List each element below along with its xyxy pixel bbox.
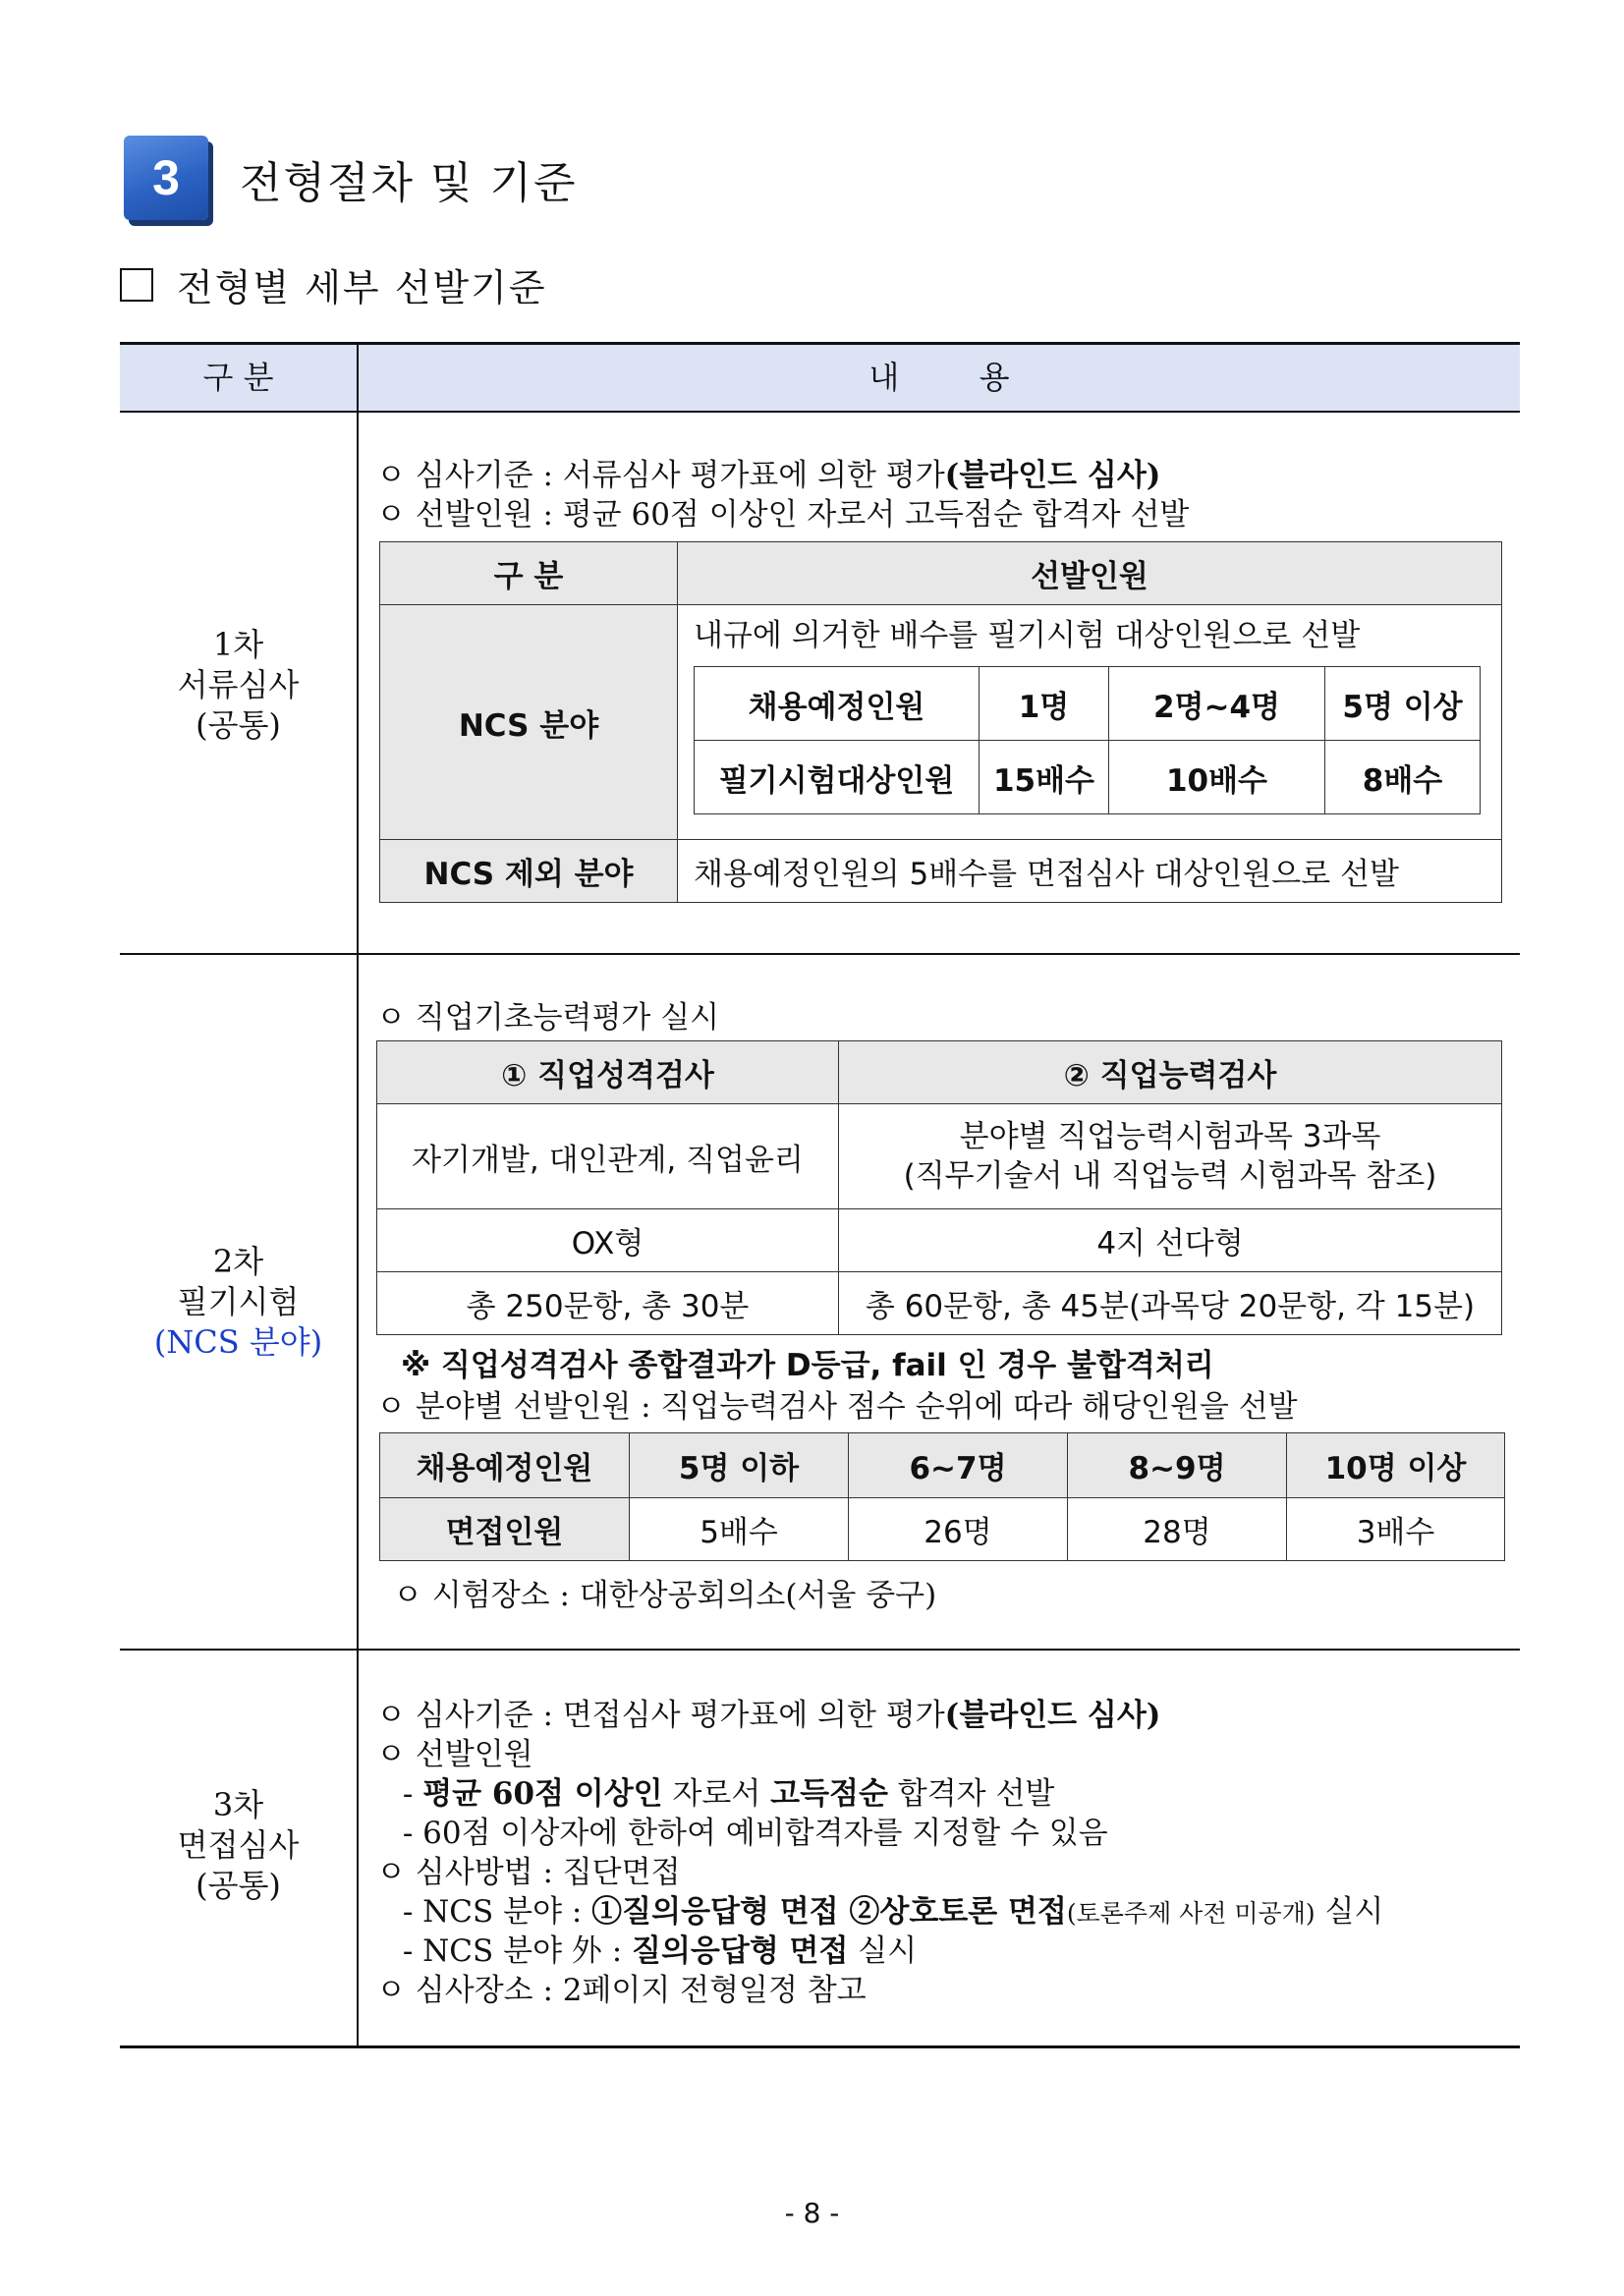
stage1-table-header-category: 구 분 (380, 542, 678, 605)
stage1-selection: ㅇ 선발인원 : 평균 60점 이상인 자로서 고득점순 합격자 선발 (376, 497, 1190, 532)
section-number-badge: 3 (124, 136, 208, 220)
ncs-field-label: NCS 분야 (380, 605, 678, 840)
main-header-category: 구 분 (202, 359, 274, 396)
stage1-selection-table (379, 541, 1502, 903)
multiplier-header-cell: 1명 (980, 667, 1109, 741)
aptitude-test-table (376, 1040, 1502, 1335)
main-table-column-divider (357, 342, 359, 2048)
stage3-criteria: ㅇ 심사기준 : 면접심사 평가표에 의한 평가(블라인드 심사) (376, 1698, 1161, 1733)
personality-duration: 총 250문항, 총 30분 (377, 1272, 839, 1335)
checkbox-square-icon (120, 268, 153, 302)
interview-count-header: 채용예정인원 (380, 1433, 630, 1498)
main-table-header-rule (120, 411, 1520, 413)
personality-format: OX형 (377, 1209, 839, 1272)
stage2-intro: ㅇ 직업기초능력평가 실시 (376, 1000, 720, 1036)
interview-count-row-label: 면접인원 (380, 1498, 630, 1561)
stage2-fail-note: ※ 직업성격검사 종합결과가 D등급, fail 인 경우 불합격처리 (401, 1348, 1214, 1383)
multiplier-header-cell: 2명~4명 (1109, 667, 1325, 741)
interview-count-header: 6~7명 (849, 1433, 1068, 1498)
stage1-label: 1차 서류심사 (공통) (177, 626, 300, 744)
multiplier-value-cell: 필기시험대상인원 (695, 741, 980, 814)
interview-count-header: 10명 이상 (1287, 1433, 1505, 1498)
multiplier-value-cell: 15배수 (980, 741, 1109, 814)
multiplier-value-cell: 10배수 (1109, 741, 1325, 814)
multiplier-header-cell: 5명 이상 (1325, 667, 1481, 741)
stage3-method-line1: - NCS 분야 : ①질의응답형 면접 ②상호토론 면접(토론주제 사전 미공개) 실시 (393, 1894, 1384, 1930)
non-ncs-field-label: NCS 제외 분야 (380, 840, 678, 903)
interview-count-value: 26명 (849, 1498, 1068, 1561)
interview-count-value: 3배수 (1287, 1498, 1505, 1561)
stage1-bottom-rule (120, 953, 1520, 955)
interview-count-value: 5배수 (630, 1498, 849, 1561)
ncs-field-text: 내규에 의거한 배수를 필기시험 대상인원으로 선발 (694, 618, 1361, 653)
stage1-criteria: ㅇ 심사기준 : 서류심사 평가표에 의한 평가(블라인드 심사) (376, 458, 1161, 493)
stage2-label: 2차 필기시험 (NCS 분야) (153, 1243, 323, 1361)
section-title: 전형절차 및 기준 (240, 158, 578, 208)
stage3-label: 3차 면접심사 (공통) (177, 1786, 300, 1904)
multiplier-header-cell: 채용예정인원 (695, 667, 980, 741)
stage3-selection: ㅇ 선발인원 (376, 1737, 533, 1772)
stage3-selection-line1: - 평균 60점 이상인 자로서 고득점순 합격자 선발 (393, 1776, 1055, 1812)
stage2-selection: ㅇ 분야별 선발인원 : 직업능력검사 점수 순위에 따라 해당인원을 선발 (376, 1389, 1298, 1425)
stage3-venue: ㅇ 심사장소 : 2페이지 전형일정 참고 (376, 1973, 867, 2008)
page-number: - 8 - (784, 2197, 840, 2229)
stage3-method: ㅇ 심사방법 : 집단면접 (376, 1855, 681, 1890)
subsection-title (120, 257, 547, 311)
stage2-venue: ㅇ 시험장소 : 대한상공회의소(서울 중구) (393, 1578, 937, 1613)
main-header-content: 내 용 (868, 359, 1010, 396)
personality-areas: 자기개발, 대인관계, 직업윤리 (377, 1104, 839, 1209)
interview-count-header: 5명 이하 (630, 1433, 849, 1498)
interview-count-value: 28명 (1068, 1498, 1287, 1561)
stage3-selection-line2: - 60점 이상자에 한하여 예비합격자를 지정할 수 있음 (393, 1816, 1108, 1851)
stage2-bottom-rule (120, 1649, 1520, 1651)
stage1-table-header-selection: 선발인원 (678, 542, 1502, 605)
ability-subjects: 분야별 직업능력시험과목 3과목 (직무기술서 내 직업능력 시험과목 참조) (839, 1104, 1502, 1209)
multiplier-value-cell: 8배수 (1325, 741, 1481, 814)
stage3-method-line2: - NCS 분야 外 : 질의응답형 면접 실시 (393, 1933, 918, 1969)
ncs-field-content (678, 605, 1502, 840)
interview-count-header: 8~9명 (1068, 1433, 1287, 1498)
aptitude-header-personality: ① 직업성격검사 (377, 1041, 839, 1104)
interview-count-table (379, 1432, 1505, 1561)
main-table-bottom-rule (120, 2045, 1520, 2048)
subsection-title-text: 전형별 세부 선발기준 (177, 266, 547, 309)
non-ncs-field-text: 채용예정인원의 5배수를 면접심사 대상인원으로 선발 (678, 840, 1502, 903)
aptitude-header-ability: ② 직업능력검사 (839, 1041, 1502, 1104)
ability-format: 4지 선다형 (839, 1209, 1502, 1272)
ncs-multiplier-table (694, 666, 1481, 814)
ability-duration: 총 60문항, 총 45분(과목당 20문항, 각 15분) (839, 1272, 1502, 1335)
